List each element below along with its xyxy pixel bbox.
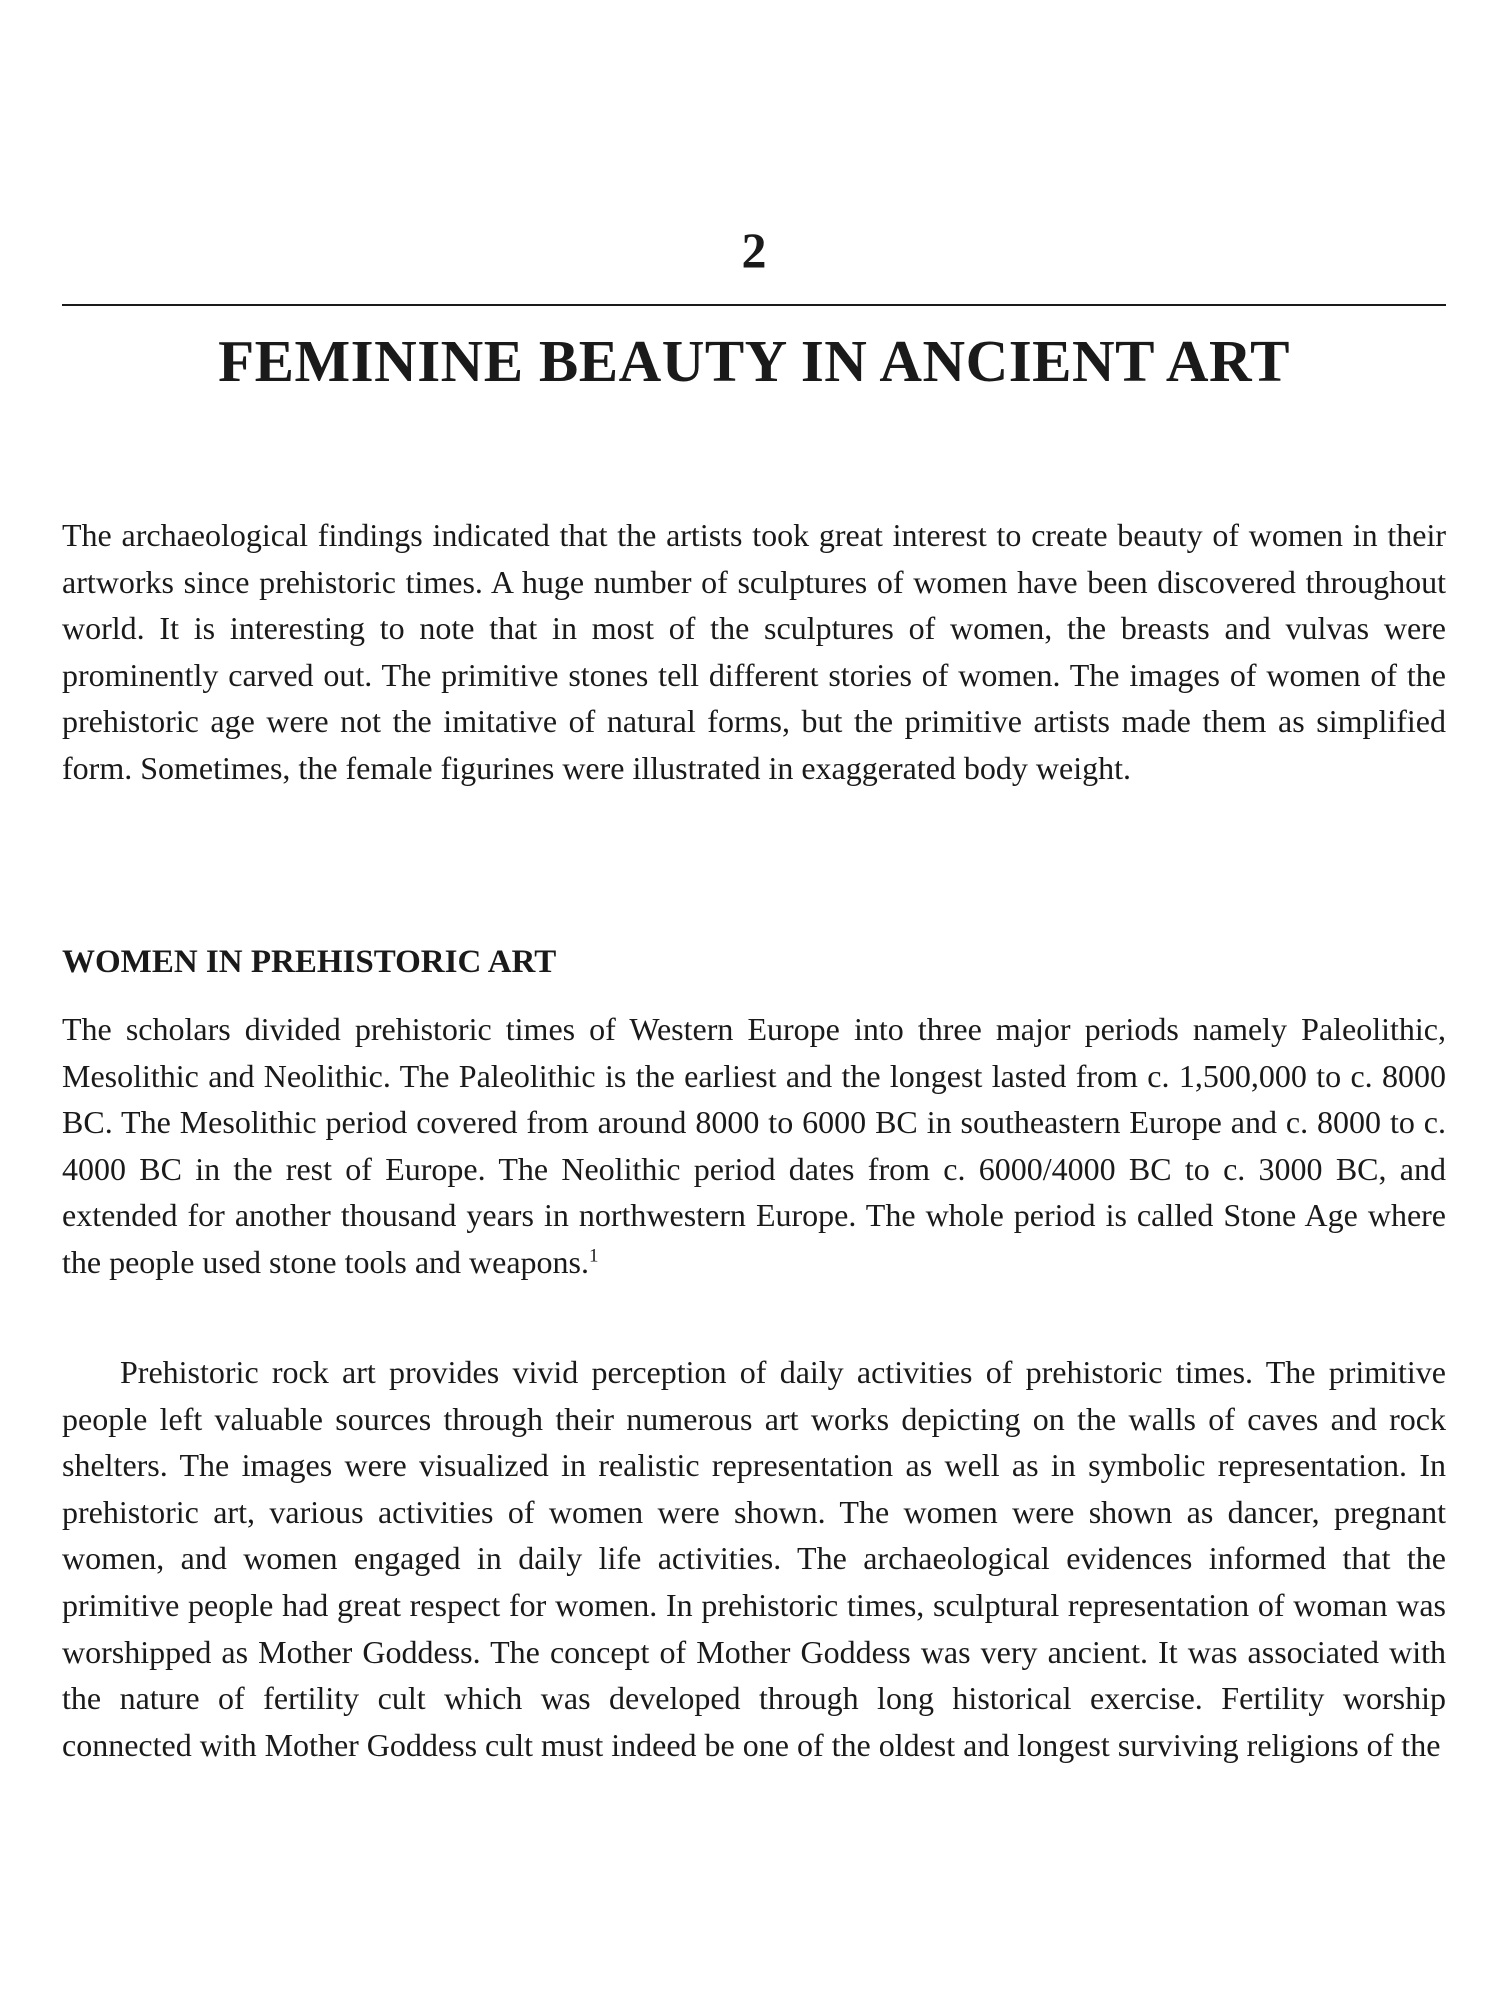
intro-paragraph: The archaeological findings indicated that the artists took great interest to create beauty of women in their artworks since prehistoric times. A huge number of sculptures of women have been discovered throughout world. It is interesting to note that in most of the sculptures of women, the breasts and vulvas were prominently carved out. The primitive stones tell different stories of women. The images of women of the prehistoric age were not the imitative of natural forms, but the primitive artists made them as simplified form. Sometimes, the female figurines were illustrated in exaggerated body weight. bbox=[62, 517, 1446, 786]
section-paragraph-1-text: The scholars divided prehistoric times of Western Europe into three major periods namely Paleolithic, Mesolithic and Neolithic. The Paleolithic is the earliest and the longest lasted from c. 1,500,000 to c. 8000 BC. The Mesolithic period covered from around 8000 to 6000 BC in southeastern Europe and c. 8000 to c. 4000 BC in the rest of Europe. The Neolithic period dates from c. 6000/4000 BC to c. 3000 BC, and extended for another thousand years in northwestern Europe. The whole period is called Stone Age where the people used stone tools and weapons. bbox=[62, 1011, 1446, 1280]
chapter-number: 2 bbox=[741, 222, 767, 278]
chapter-title: FEMININE BEAUTY IN ANCIENT ART bbox=[218, 328, 1290, 394]
chapter-divider bbox=[62, 304, 1446, 306]
section-heading: WOMEN IN PREHISTORIC ART bbox=[62, 944, 557, 980]
section-paragraph-2: Prehistoric rock art provides vivid perception of daily activities of prehistoric times. The primitive people left valuable sources through their numerous art works depicting on the walls of caves and rock shelters. The images were visualized in realistic representation as well as in symbolic representation. In prehistoric art, various activities of women were shown. The women were shown as dancer, pregnant women, and women engaged in daily life activities. The archaeological evidences informed that the primitive people had great respect for women. In prehistoric times, sculptural representation of woman was worshipped as Mother Goddess. The concept of Mother Goddess was very ancient. It was associated with the nature of fertility cult which was developed through long historical exercise. Fertility worship connected with Mother Goddess cult must indeed be one of the oldest and longest surviving religions of the bbox=[62, 1354, 1446, 1763]
footnote-reference: 1 bbox=[589, 1245, 599, 1267]
book-page bbox=[62, 0, 1446, 2000]
section-paragraph-1 bbox=[62, 1006, 1446, 1286]
